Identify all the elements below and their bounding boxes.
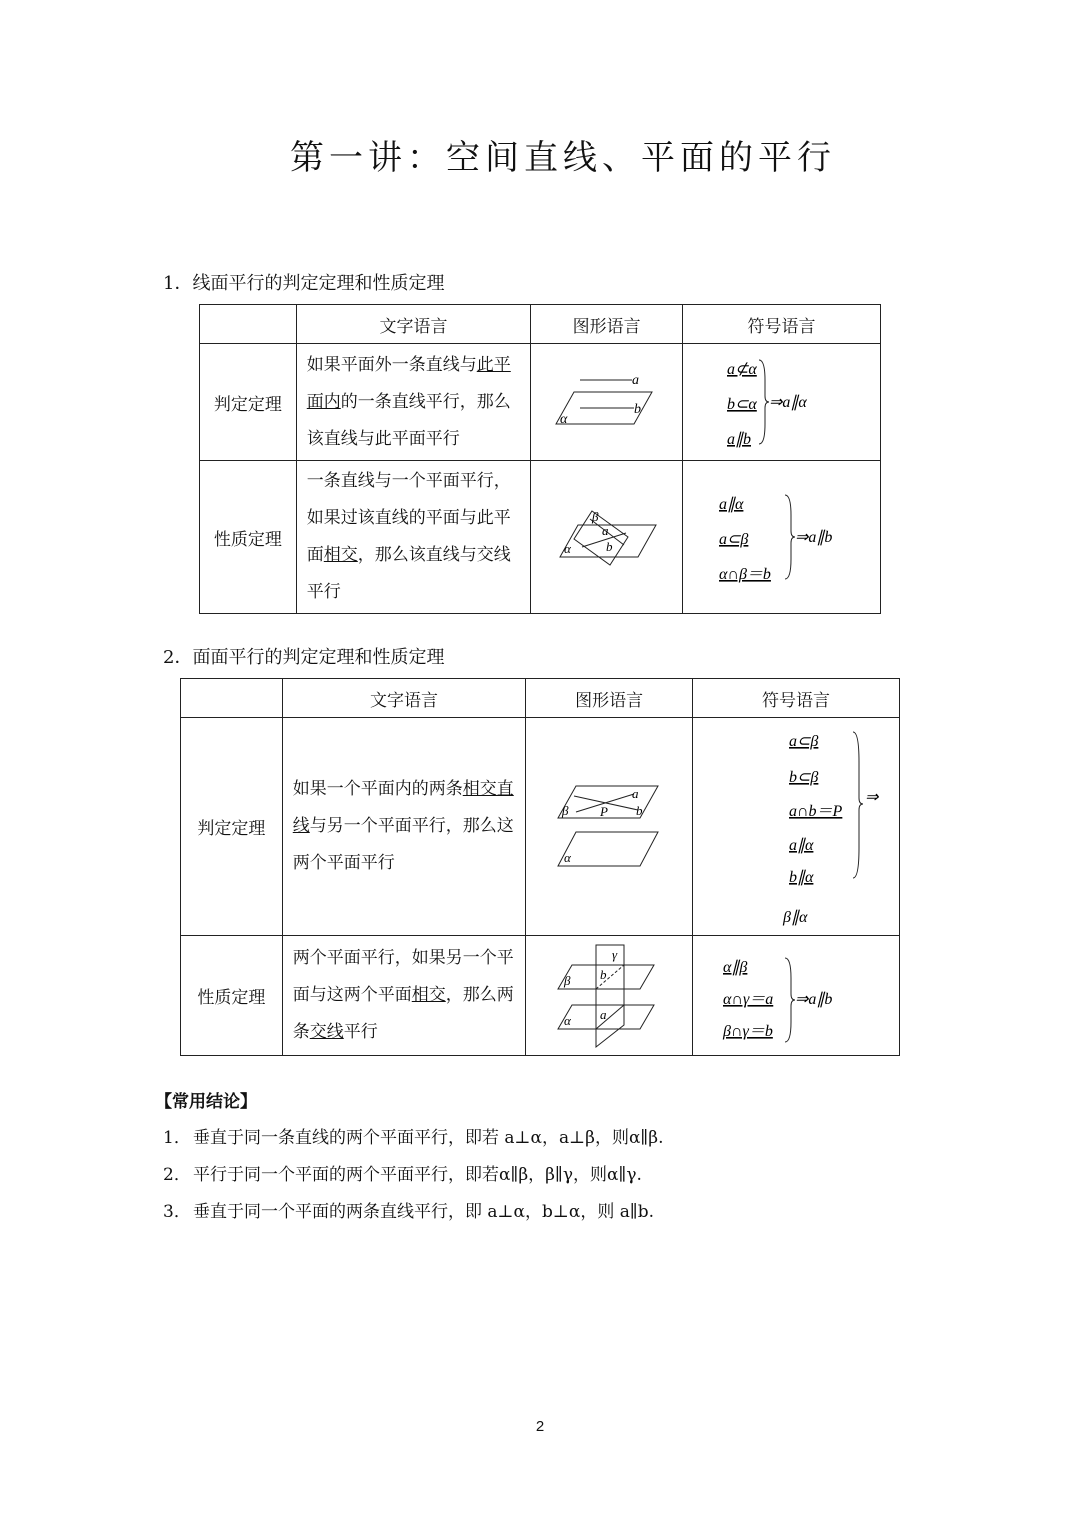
text-part: 与另一个平面平行，那么这两个平面平行	[292, 816, 514, 873]
symbol-line: a∥b	[726, 431, 751, 448]
symbol-block	[701, 722, 891, 932]
symbol-cell	[693, 718, 900, 936]
section2-table	[180, 678, 900, 1056]
underlined-text: 相交直线	[292, 779, 514, 836]
label-b: b	[636, 802, 643, 818]
text-part: 如果一个平面内的两条	[292, 779, 463, 799]
section2-heading: 2．面面平行的判定定理和性质定理	[163, 647, 445, 668]
symbol-line: a⊂β	[789, 732, 819, 750]
symbol-line: a⊄α	[726, 361, 757, 378]
conclusions-list	[163, 1124, 664, 1235]
symbol-line: β∩γ＝b	[723, 1022, 773, 1040]
header-cell: 符号语言	[683, 305, 881, 344]
figure-cell	[531, 461, 683, 614]
header-cell: 图形语言	[526, 679, 693, 718]
table-row	[181, 718, 900, 936]
table-row	[200, 344, 881, 461]
header-cell	[181, 679, 283, 718]
underlined-text: 交线	[309, 1022, 344, 1042]
symbol-conclusion: ⇒a∥b	[794, 529, 832, 546]
label-alpha: α	[563, 541, 571, 556]
label-b: b	[633, 402, 641, 417]
label-b: b	[605, 539, 613, 554]
item-number: 3．	[163, 1202, 191, 1222]
underlined-text: 相交	[323, 545, 358, 565]
symbol-line: α∥β	[723, 958, 748, 976]
header-cell: 符号语言	[693, 679, 900, 718]
symbol-line: a∩b＝P	[789, 802, 843, 820]
table-header-row	[181, 679, 900, 718]
text-part: 的一条直线平行，那么该直线与此平面平行	[306, 391, 511, 449]
symbol-line: a⊂β	[718, 531, 748, 548]
underlined-text: 相交	[411, 985, 446, 1005]
figure-cell	[526, 936, 693, 1056]
header-cell	[200, 305, 297, 344]
plane-plane-property-figure	[554, 943, 664, 1049]
symbol-line: b⊂β	[789, 768, 819, 786]
table-header-row	[200, 305, 881, 344]
symbol-cell	[683, 344, 881, 461]
conclusions-heading: 【常用结论】	[155, 1092, 257, 1112]
text-part: 一条直线与一个平面平行，如果过该直线的平面与此平面	[306, 471, 511, 565]
text-part: ，那么该直线与交线平行	[306, 545, 511, 602]
symbol-line: b⊂α	[726, 396, 757, 413]
header-cell: 文字语言	[282, 679, 525, 718]
symbol-cell	[693, 936, 900, 1056]
symbol-conclusion: ⇒a∥b	[795, 990, 833, 1008]
symbol-line: α∩γ＝a	[723, 990, 774, 1008]
item-number: 2．	[163, 1165, 191, 1185]
header-cell: 图形语言	[531, 305, 683, 344]
row-name: 性质定理	[181, 936, 283, 1056]
row-name: 判定定理	[181, 718, 283, 936]
list-item	[163, 1161, 664, 1198]
symbol-block	[707, 352, 857, 452]
symbol-line: a∥α	[789, 836, 814, 854]
label-p: P	[600, 803, 609, 819]
page-title: 第一讲：空间直线、平面的平行	[290, 138, 836, 178]
text-language-cell	[282, 718, 525, 936]
label-a: a	[631, 373, 639, 388]
label-gamma: γ	[612, 946, 618, 962]
text-part: ，那么两条	[292, 985, 514, 1042]
section1-heading: 1．线面平行的判定定理和性质定理	[163, 273, 445, 294]
label-a: a	[601, 523, 609, 538]
symbol-line: b∥α	[789, 868, 814, 886]
symbol-line: α∩β＝b	[718, 566, 771, 583]
section1-table	[199, 304, 881, 614]
text-language-cell	[296, 344, 530, 461]
plane-plane-parallel-figure	[554, 782, 664, 872]
symbol-cell	[683, 461, 881, 614]
item-text: 垂直于同一个平面的两条直线平行，即 a⊥α，b⊥α，则 a∥b.	[193, 1202, 655, 1222]
text-part: 如果平面外一条直线与	[306, 354, 477, 375]
text-part: 两个平面平行，如果另一个平面与这两个平面	[292, 948, 514, 1005]
label-alpha: α	[564, 849, 571, 865]
label-beta: β	[591, 509, 599, 524]
label-alpha: α	[564, 1012, 571, 1028]
row-name: 性质定理	[200, 461, 297, 614]
label-beta: β	[562, 802, 569, 818]
symbol-block	[721, 946, 871, 1046]
label-beta: β	[564, 972, 571, 988]
symbol-line: a∥α	[718, 496, 743, 513]
list-item	[163, 1198, 664, 1235]
text-part: 平行	[343, 1022, 378, 1042]
symbol-conclusion: ⇒	[865, 788, 879, 806]
item-text: 平行于同一个平面的两个平面平行，即若α∥β，β∥γ，则α∥γ.	[193, 1165, 642, 1185]
page-number: 2	[535, 1418, 545, 1435]
table-row	[200, 461, 881, 614]
line-plane-parallel-figure	[552, 372, 662, 432]
item-text: 垂直于同一条直线的两个平面平行，即若 a⊥α，a⊥β，则α∥β.	[193, 1128, 664, 1148]
label-a: a	[600, 1006, 607, 1022]
text-language-cell	[296, 461, 530, 614]
label-a: a	[632, 785, 639, 801]
symbol-result: β∥α	[783, 908, 808, 926]
symbol-block	[707, 487, 857, 587]
item-number: 1．	[163, 1128, 191, 1148]
table-row	[181, 936, 900, 1056]
line-plane-property-figure	[552, 507, 662, 567]
header-cell: 文字语言	[296, 305, 530, 344]
row-name: 判定定理	[200, 344, 297, 461]
label-b: b	[600, 966, 607, 982]
underlined-text: 此平面内	[306, 354, 511, 412]
figure-cell	[526, 718, 693, 936]
text-language-cell	[282, 936, 525, 1056]
figure-cell	[531, 344, 683, 461]
label-alpha: α	[559, 412, 568, 427]
list-item	[163, 1124, 664, 1161]
symbol-conclusion: ⇒a∥α	[768, 394, 807, 411]
